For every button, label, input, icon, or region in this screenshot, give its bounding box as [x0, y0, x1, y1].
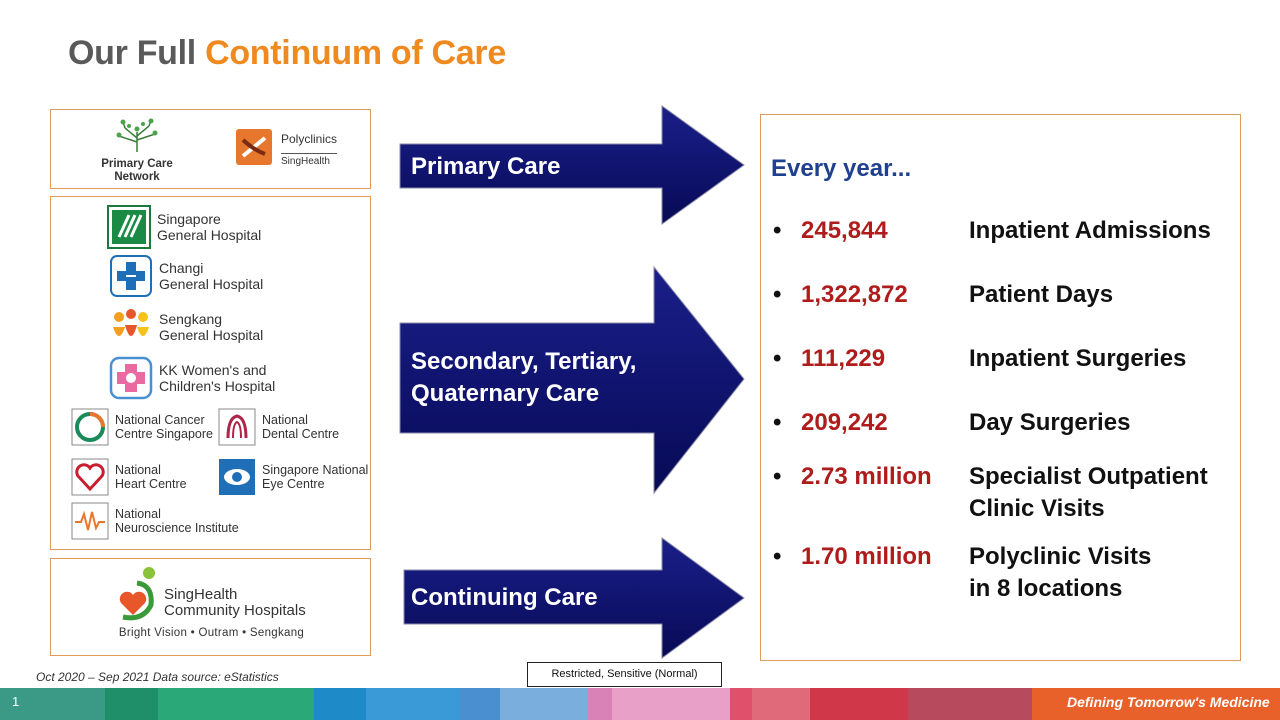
footer-tagline: Defining Tomorrow's Medicine	[1067, 694, 1270, 710]
snec-logo-icon	[218, 458, 256, 496]
institution-sgh: Singapore General Hospital	[107, 205, 261, 249]
institution-skh: Sengkang General Hospital	[109, 305, 263, 349]
institution-nhc: National Heart Centre	[71, 458, 187, 496]
polyclinics-label: Polyclinics	[281, 132, 338, 146]
institution-nccs: National Cancer Centre Singapore	[71, 408, 213, 446]
nhc-logo-icon	[71, 458, 109, 496]
data-source-note: Oct 2020 – Sep 2021 Data source: eStatistics	[36, 670, 279, 684]
page-number: 1	[12, 694, 20, 709]
institution-cgh: Changi General Hospital	[109, 254, 263, 298]
primary-care-label: Primary Care	[411, 153, 561, 180]
sgh-logo-icon	[107, 205, 151, 249]
skh-logo-icon	[109, 305, 153, 349]
polyclinics-sub: SingHealth	[281, 153, 337, 167]
page-title: Our Full Continuum of Care	[68, 34, 506, 72]
institution-ndc: National Dental Centre	[218, 408, 339, 446]
community-hospitals-locations: Bright Vision • Outram • Sengkang	[118, 627, 305, 639]
nccs-logo-icon	[71, 408, 109, 446]
cgh-logo-icon	[109, 254, 153, 298]
polyclinics-logo-icon	[235, 128, 273, 166]
institution-nni: National Neuroscience Institute	[71, 502, 239, 540]
community-hospitals-logo-icon	[113, 565, 161, 623]
pcn-label: Primary Care Network	[101, 158, 173, 183]
primary-care-logos	[50, 109, 371, 189]
nni-logo-icon	[71, 502, 109, 540]
institutions-logos	[50, 196, 371, 550]
classification-label: Restricted, Sensitive (Normal)	[527, 662, 722, 687]
pcn-tree-icon	[113, 118, 161, 154]
annual-stats: Every year... • 245,844 Inpatient Admissions • 1,322,872 Patient Days • 111,229 Inpatient Surgeries • 209,242 Day Surgeries • 2.73 million Specialist Outpatient Clinic Visits • 1.70 million Polyclinic Visits in 8 locations	[760, 114, 1241, 661]
stats-heading: Every year...	[771, 155, 912, 182]
institution-kkh: KK Women's and Children's Hospital	[109, 356, 275, 400]
secondary-care-label: Secondary, Tertiary, Quaternary Care	[411, 348, 637, 407]
institution-snec: Singapore National Eye Centre	[218, 458, 368, 496]
community-hospitals-name: SingHealth Community Hospitals	[164, 586, 306, 619]
community-hospitals-logo	[50, 558, 371, 656]
ndc-logo-icon	[218, 408, 256, 446]
continuing-care-label: Continuing Care	[411, 584, 598, 611]
kkh-logo-icon	[109, 356, 153, 400]
